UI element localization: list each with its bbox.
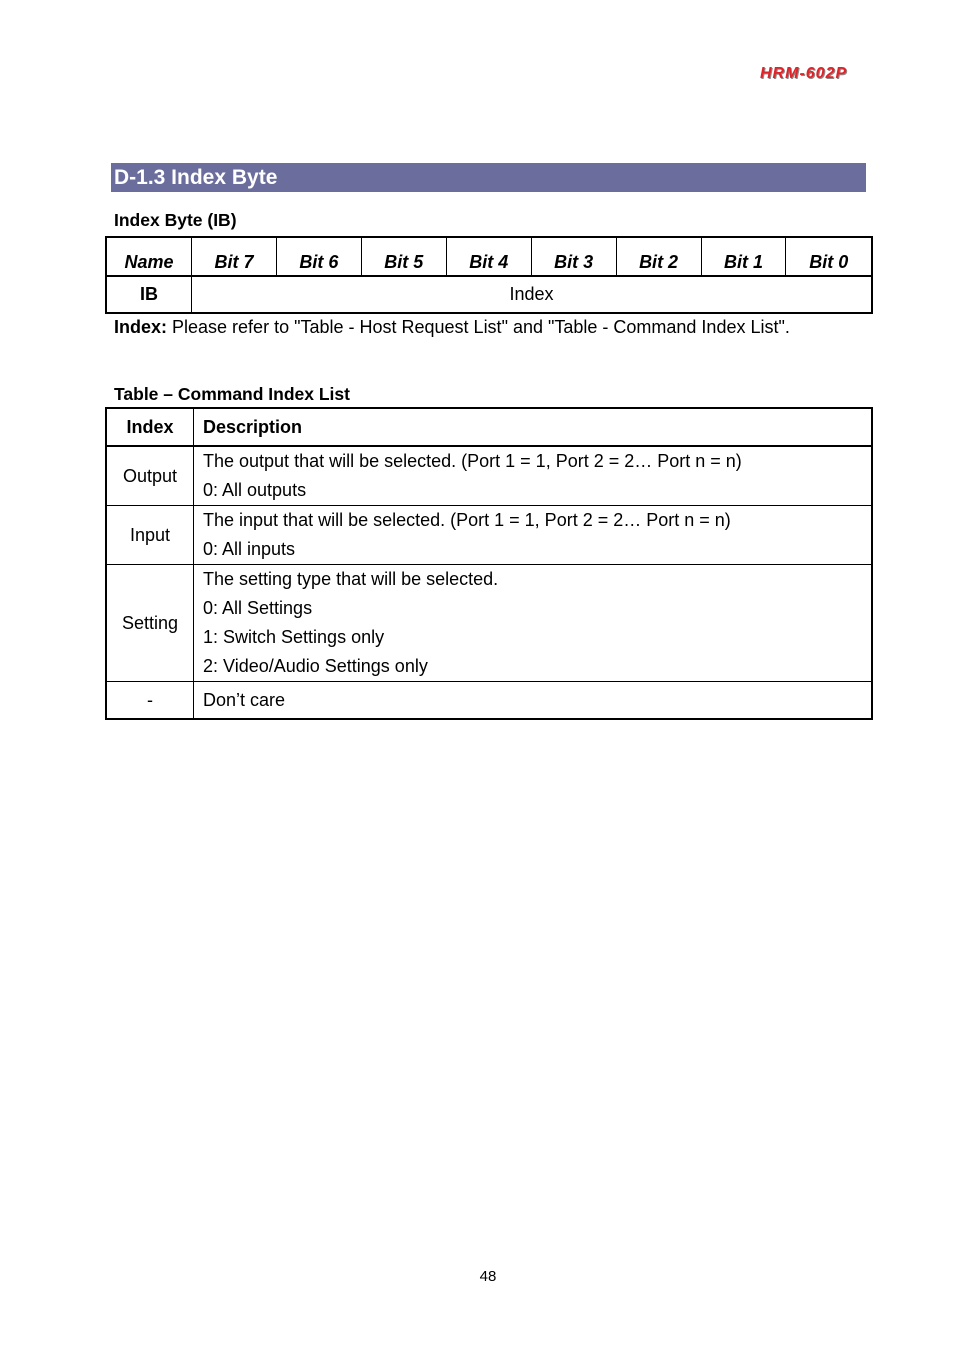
ib-name-cell: IB (106, 276, 192, 313)
index-cell: Setting (106, 565, 194, 682)
table-row (106, 276, 872, 313)
section-title: D-1.3 Index Byte (111, 163, 866, 192)
command-index-caption: Table – Command Index List (114, 384, 350, 404)
index-byte-table (105, 236, 873, 314)
index-note (114, 317, 790, 338)
table-row (106, 565, 872, 682)
description-line: The output that will be selected. (Port 1 = 1, Port 2 = 2… Port n = n) (203, 451, 742, 471)
column-header-bit3: Bit 3 (531, 237, 616, 276)
description-line: 1: Switch Settings only (203, 627, 385, 647)
column-header-bit7: Bit 7 (192, 237, 277, 276)
description-line: 0: All outputs (203, 480, 307, 500)
table-row (106, 682, 872, 720)
column-header-bit6: Bit 6 (276, 237, 361, 276)
description-line: The input that will be selected. (Port 1 = 1, Port 2 = 2… Port n = n) (203, 510, 731, 530)
command-index-table (105, 407, 873, 720)
index-byte-caption: Index Byte (IB) (114, 210, 237, 230)
description-cell (194, 682, 873, 720)
column-header-description: Description (194, 408, 873, 446)
column-header-bit0: Bit 0 (786, 237, 872, 276)
column-header-name: Name (106, 237, 192, 276)
description-cell (194, 565, 873, 682)
ib-value-cell: Index (192, 276, 873, 313)
index-note-text: Please refer to "Table - Host Request List" and "Table - Command Index List". (167, 317, 790, 337)
column-header-index: Index (106, 408, 194, 446)
table-header-row (106, 237, 872, 276)
column-header-bit5: Bit 5 (361, 237, 446, 276)
table-row (106, 506, 872, 565)
index-cell: Output (106, 446, 194, 506)
description-line: 2: Video/Audio Settings only (203, 656, 428, 676)
description-cell (194, 446, 873, 506)
index-note-label: Index: (114, 317, 168, 337)
description-line: The setting type that will be selected. (203, 569, 499, 589)
column-header-bit1: Bit 1 (701, 237, 786, 276)
description-line: Don’t care (203, 689, 286, 710)
page-number: 48 (479, 1268, 497, 1285)
table-header-row (106, 408, 872, 446)
description-line: 0: All Settings (203, 598, 313, 618)
index-cell: Input (106, 506, 194, 565)
table-row (106, 446, 872, 506)
index-cell: - (106, 682, 194, 720)
column-header-bit2: Bit 2 (616, 237, 701, 276)
description-line: 0: All inputs (203, 539, 296, 559)
header-product-name: HRM-602P (760, 65, 848, 82)
description-cell (194, 506, 873, 565)
column-header-bit4: Bit 4 (446, 237, 531, 276)
